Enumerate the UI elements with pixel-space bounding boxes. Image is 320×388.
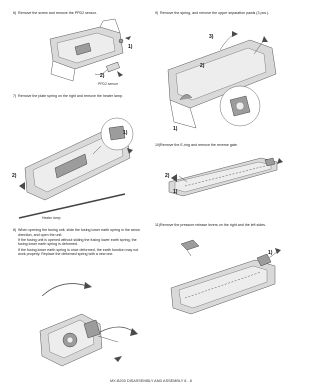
step-note: If the fusing lower earth spring is once deformed, the earth function may not work properly. Replace the deformed spring with a new one. [18,247,139,257]
callout-6-1: 1) [128,44,133,50]
step-number: 8) [13,228,17,232]
step-number: 7) [13,94,17,98]
caption-ppd2-sensor: PPD2 sensor [98,82,118,86]
callout-7-1: 1) [123,130,128,136]
step-text: Remove the screw and remove the PPD2 sensor. [18,11,97,15]
step-number: 9) [155,11,159,15]
step-text: Remove the pressure release levers on the right and the left sides. [160,223,266,227]
callout-6-2: 2) [100,73,105,79]
figure-step-6 [45,19,140,89]
caption-heater-lamp: Heater lamp [42,216,61,220]
callout-10-1: 1) [173,189,178,195]
step-number: 11) [155,223,160,227]
step-text: Remove the plate spring on the right and remove the heater lamp. [18,94,123,98]
callout-10-2: 2) [165,173,170,179]
figure-step-11 [165,236,285,328]
step-text: Remove the E-ring and remove the reverse gate. [160,143,238,147]
figure-step-8 [22,276,142,376]
callout-9-2: 2) [200,63,205,69]
step-text: When opening the fusing unit, slide the fusing lower earth spring in the arrow direction, and open the unit. [18,228,140,237]
step-text: Remove the spring, and remove the upper separation pawls (3 pcs.). [160,11,270,15]
step-note: If the fusing unit is opened without sliding the fusing lower earth spring, the fusing lower earth spring is deformed. [18,237,137,247]
figure-step-10 [165,152,285,202]
step-number: 6) [13,11,17,15]
callout-11-1: 1) [268,250,273,256]
step-number: 10) [155,143,161,147]
callout-7-2: 2) [12,173,17,179]
figure-step-9 [160,30,290,140]
callout-9-1: 1) [173,126,178,132]
page-footer: MX-B200 DISASSEMBLY AND ASSEMBLY 8 - 8 [110,379,192,383]
figure-step-7 [15,108,145,226]
callout-9-3: 3) [209,34,214,40]
